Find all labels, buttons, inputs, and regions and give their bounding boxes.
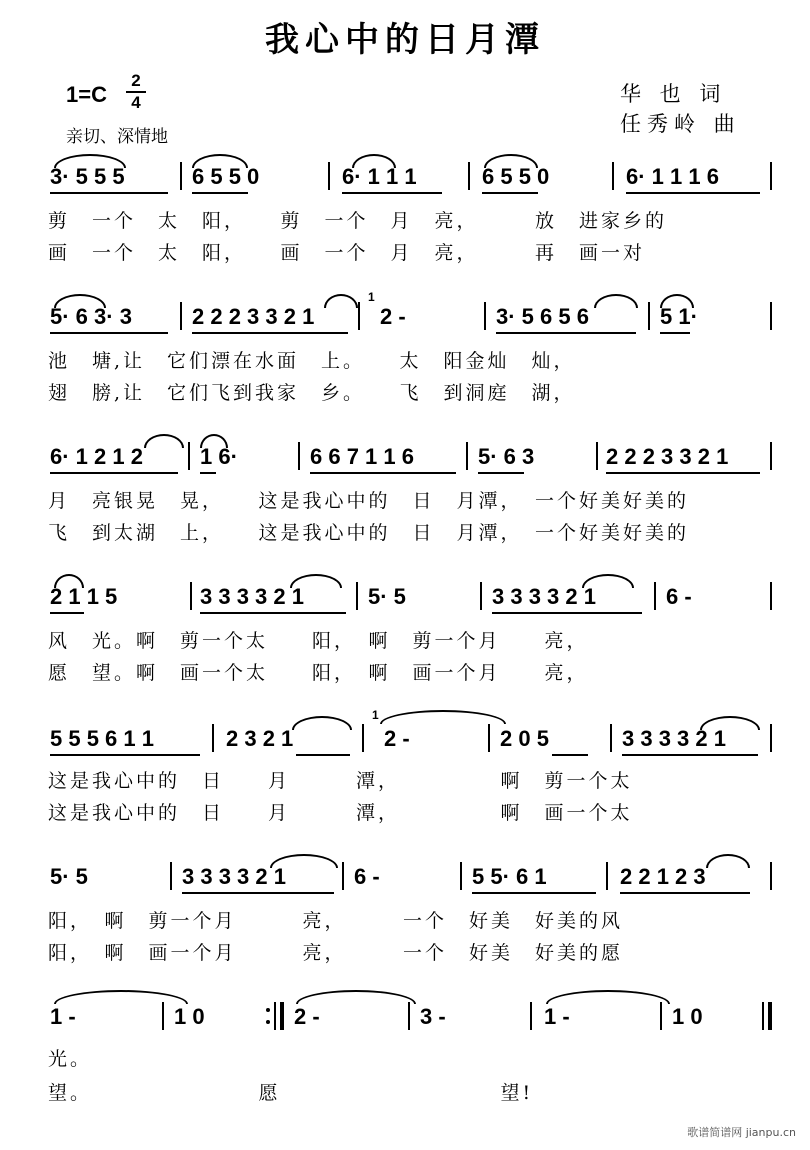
time-denominator: 4	[131, 93, 141, 112]
measure: 5· 5	[368, 584, 406, 609]
measure: 3 3 3 3 2 1	[622, 726, 726, 751]
notes-row-3	[0, 430, 810, 480]
lyric-line-2: 阳， 啊 画一个月 亮， 一个 好美 好美的愿	[48, 942, 624, 964]
composer-credit: 任秀岭 曲	[620, 112, 741, 136]
measure: 6 5 5 0	[482, 164, 550, 189]
key-signature: 1=C	[66, 82, 107, 107]
lyric-line-2: 画 一个 太 阳， 画 一个 月 亮， 再 画一对	[48, 242, 646, 264]
measure: 6· 1 2 1 2	[50, 444, 143, 469]
watermark: 歌谱简谱网 jianpu.cn	[687, 1126, 796, 1139]
time-signature	[126, 72, 146, 112]
lyric-line-1: 光。	[48, 1048, 93, 1070]
measure: 6 5 5 0	[192, 164, 260, 189]
measure: 5 5· 6 1	[472, 864, 547, 889]
measure: 2 3 2 1	[226, 726, 294, 751]
measure: 3· 5 5 5	[50, 164, 125, 189]
measure: 5 5 5 6 1 1	[50, 726, 154, 751]
measure: 2 -	[380, 304, 406, 329]
measure: 5· 6 3· 3	[50, 304, 132, 329]
lyric-line-1: 池 塘,让 它们漂在水面 上。 太 阳金灿 灿，	[48, 350, 576, 372]
measure: 2 2 2 3 3 2 1	[606, 444, 729, 469]
measure: 2 0 5	[500, 726, 549, 751]
measure: 1 0	[174, 1004, 205, 1029]
measure: 1 -	[544, 1004, 570, 1029]
measure: 6 -	[354, 864, 380, 889]
measure: 5 1·	[660, 304, 698, 329]
time-numerator: 2	[131, 71, 141, 90]
measure: 2 -	[294, 1004, 320, 1029]
measure: 2 2 2 3 3 2 1	[192, 304, 315, 329]
first-ending-mark: 1	[372, 708, 379, 722]
measure: 6 -	[666, 584, 692, 609]
notes-row-1	[0, 150, 810, 200]
measure: 3 3 3 3 2 1	[200, 584, 304, 609]
measure: 3· 5 6 5 6	[496, 304, 589, 329]
measure: 6· 1 1 1 6	[626, 164, 719, 189]
lyric-line-2: 飞 到太湖 上， 这是我心中的 日 月潭， 一个好美好美的	[48, 522, 690, 544]
notes-row-4	[0, 570, 810, 620]
measure: 1 -	[50, 1004, 76, 1029]
notes-row-5	[0, 708, 810, 762]
lyricist-credit: 华 也 词	[620, 82, 727, 106]
measure: 3 3 3 3 2 1	[182, 864, 286, 889]
lyric-line-2: 翅 膀,让 它们飞到我家 乡。 飞 到洞庭 湖，	[48, 382, 576, 404]
lyric-line-1: 阳， 啊 剪一个月 亮， 一个 好美 好美的风	[48, 910, 624, 932]
measure: 5· 6 3	[478, 444, 535, 469]
measure: 1 6·	[200, 444, 238, 469]
lyric-line-1: 月 亮银晃 晃， 这是我心中的 日 月潭， 一个好美好美的	[48, 490, 690, 512]
lyric-line-2: 愿 望。啊 画一个太 阳， 啊 画一个月 亮，	[48, 662, 589, 684]
measure: 6· 1 1 1	[342, 164, 417, 189]
notes-row-7	[0, 990, 810, 1040]
lyric-line-1: 风 光。啊 剪一个太 阳， 啊 剪一个月 亮，	[48, 630, 589, 652]
measure: 2 1 1 5	[50, 584, 118, 609]
measure: 3 -	[420, 1004, 446, 1029]
notes-row-2	[0, 290, 810, 340]
song-title: 我心中的日月潭	[265, 20, 545, 60]
notes-row-6	[0, 850, 810, 900]
measure: 6 6 7 1 1 6	[310, 444, 414, 469]
lyric-line-1: 剪 一个 太 阳， 剪 一个 月 亮， 放 进家乡的	[48, 210, 668, 232]
measure: 3 3 3 3 2 1	[492, 584, 596, 609]
measure: 5· 5	[50, 864, 88, 889]
lyric-line-2: 望。 愿 望!	[48, 1082, 534, 1104]
measure: 2 -	[384, 726, 410, 751]
lyric-line-1: 这是我心中的 日 月 潭， 啊 剪一个太	[48, 770, 633, 792]
first-ending-mark: 1	[368, 290, 375, 304]
lyric-line-2: 这是我心中的 日 月 潭， 啊 画一个太	[48, 802, 633, 824]
expression-mark: 亲切、深情地	[66, 127, 168, 147]
measure: 1 0	[672, 1004, 703, 1029]
measure: 2 2 1 2 3	[620, 864, 706, 889]
